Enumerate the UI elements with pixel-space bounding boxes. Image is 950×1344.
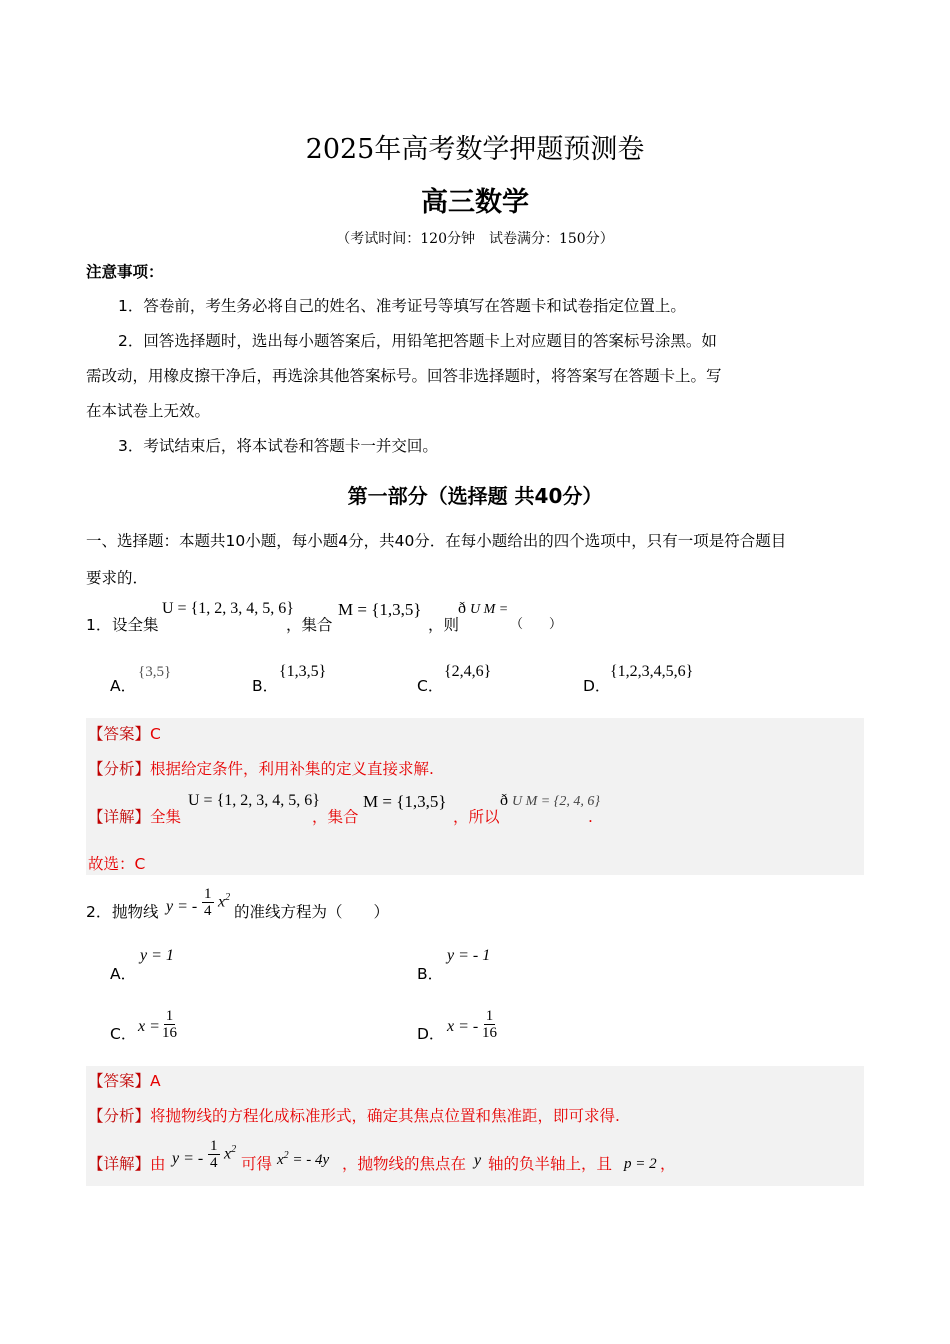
q2-detail-a: 由 xyxy=(150,1155,166,1173)
q1-option-a-label: A． xyxy=(110,677,137,695)
q1-text-b: ，集合 xyxy=(286,616,333,634)
notice-item-1: 1．答卷前，考生务必将自己的姓名、准考证号等填写在答题卡和试卷指定位置上。 xyxy=(118,297,686,315)
q1-option-c: {2,4,6} xyxy=(444,663,492,680)
q2-detail-eq2-rest: = - 4y xyxy=(288,1152,330,1168)
q2-option-a-label: A． xyxy=(110,965,137,983)
q2-detail-axis: y xyxy=(474,1152,482,1169)
q1-detail-line xyxy=(88,807,181,827)
q2-detail-eq2-sup: 2 xyxy=(283,1150,289,1161)
q2-option-b: y = - 1 xyxy=(447,947,491,964)
exam-title: 2025年高考数学押题预测卷 xyxy=(305,134,645,165)
q2-option-c-label: C． xyxy=(110,1025,137,1043)
q1-set-u: U = {1, 2, 3, 4, 5, 6} xyxy=(162,600,294,617)
q1-detail-set-m: M = {1,3,5} xyxy=(363,792,447,811)
q2-option-d-label: D． xyxy=(417,1025,445,1043)
q2-detail-p: p = 2 xyxy=(624,1156,657,1172)
q2-option-d-fraction xyxy=(480,1008,499,1041)
q2-detail-fraction xyxy=(208,1138,220,1171)
q1-detail-set-u: U = {1, 2, 3, 4, 5, 6} xyxy=(188,792,320,809)
q1-option-c-label: C． xyxy=(417,677,444,695)
q2-option-a: y = 1 xyxy=(140,947,174,964)
q2-detail-tag: 【详解】 xyxy=(88,1155,151,1173)
q2-option-b-label: B． xyxy=(417,965,444,983)
q1-detail-end: . xyxy=(588,808,593,826)
q1-detail-b: ，集合 xyxy=(312,808,359,826)
q2-option-d-num: 1 xyxy=(485,1008,494,1024)
q2-detail-sup: 2 xyxy=(231,1144,237,1155)
q1-answer-tag: 【答案】 xyxy=(88,725,151,743)
exam-info: （考试时间：120分钟 试卷满分：150分） xyxy=(336,231,614,247)
q2-text-a: 抛物线 xyxy=(112,903,159,921)
q2-option-c-den: 16 xyxy=(162,1025,177,1041)
q1-text-a: 设全集 xyxy=(112,616,159,634)
q1-complement-m: U M = xyxy=(470,602,509,617)
q2-detail-e: ， xyxy=(660,1155,676,1173)
q2-detail-c: ，抛物线的焦点在 xyxy=(342,1155,467,1173)
q2-frac-den: 4 xyxy=(204,903,212,919)
q2-frac-num: 1 xyxy=(204,886,212,902)
q2-option-d-den: 16 xyxy=(482,1025,497,1041)
q1-analysis-tag: 【分析】 xyxy=(88,760,151,778)
q2-analysis-line xyxy=(88,1106,620,1126)
q1-answer-line xyxy=(88,724,161,744)
q2-option-c-num: 1 xyxy=(165,1008,174,1024)
q1-option-b-label: B． xyxy=(252,677,279,695)
q1-option-d: {1,2,3,4,5,6} xyxy=(610,663,694,680)
q1-set-m: M = {1,3,5} xyxy=(338,600,422,619)
q2-option-c-fraction xyxy=(160,1008,179,1041)
q2-detail-eq2-x: x xyxy=(277,1152,284,1168)
q1-conclusion: 故选：C xyxy=(88,855,146,873)
section-intro-line-2: 要求的． xyxy=(86,569,149,587)
q2-answer-line xyxy=(88,1071,161,1091)
q2-analysis-tag: 【分析】 xyxy=(88,1107,151,1125)
q2-detail-x-text: x xyxy=(224,1145,232,1163)
q1-detail-tag: 【详解】 xyxy=(88,808,151,826)
q2-detail-num: 1 xyxy=(210,1138,218,1154)
q1-detail-complement-symbol: ð xyxy=(500,792,508,809)
q1-text-c: ，则 xyxy=(428,616,460,634)
q2-eq-left: y = - xyxy=(166,898,198,915)
q2-analysis: 将抛物线的方程化成标准形式，确定其焦点位置和焦准距，即可求得. xyxy=(150,1107,620,1125)
q1-analysis-line xyxy=(88,759,434,779)
q2-option-c-left: x = xyxy=(138,1018,160,1035)
q1-detail-a: 全集 xyxy=(150,808,182,826)
q2-answer: A xyxy=(150,1072,161,1090)
q2-detail-line xyxy=(88,1154,166,1174)
q2-eq-x xyxy=(218,892,230,911)
q1-number: 1． xyxy=(86,616,112,634)
q2-eq-x-text: x xyxy=(218,893,226,911)
q2-answer-tag: 【答案】 xyxy=(88,1072,151,1090)
q2-detail-den: 4 xyxy=(210,1155,218,1171)
q1-detail-c: ，所以 xyxy=(453,808,500,826)
q2-detail-x xyxy=(224,1144,236,1163)
q2-detail-d: 轴的负半轴上，且 xyxy=(488,1155,613,1173)
q2-detail-b: 可得 xyxy=(241,1155,273,1173)
q2-detail-eq: y = - xyxy=(172,1150,204,1167)
q1-paren: （ ） xyxy=(510,617,563,632)
exam-subtitle: 高三数学 xyxy=(421,187,529,218)
q1-detail-result: U M = {2, 4, 6} xyxy=(512,794,600,809)
q2-text-b: 的准线方程为（ ） xyxy=(234,903,390,921)
q1-answer: C xyxy=(150,725,161,743)
notice-item-2-line-1: 2．回答选择题时，选出每小题答案后，用铅笔把答题卡上对应题目的答案标号涂黑。如 xyxy=(118,332,717,350)
q2-detail-eq2 xyxy=(277,1150,329,1169)
q2-number: 2． xyxy=(86,903,112,921)
section-intro-line-1: 一、选择题：本题共10小题，每小题4分，共40分．在每小题给出的四个选项中，只有一项是符合题目 xyxy=(86,532,787,550)
section-heading: 第一部分（选择题 共40分） xyxy=(347,484,603,508)
notice-item-2-line-2: 需改动，用橡皮擦干净后，再选涂其他答案标号。回答非选择题时，将答案写在答题卡上。写 xyxy=(86,367,722,385)
q2-eq-fraction xyxy=(202,886,214,919)
notice-item-3: 3．考试结束后，将本试卷和答题卡一并交回。 xyxy=(118,437,438,455)
q1-option-d-label: D． xyxy=(583,677,611,695)
q1-option-a: {3,5} xyxy=(138,664,172,680)
q1-analysis: 根据给定条件，利用补集的定义直接求解. xyxy=(150,760,434,778)
q2-eq-sup: 2 xyxy=(225,892,231,903)
notice-heading: 注意事项： xyxy=(86,263,164,281)
notice-item-2-line-3: 在本试卷上无效。 xyxy=(86,402,211,420)
q2-option-d-left: x = - xyxy=(447,1018,479,1035)
q1-option-b: {1,3,5} xyxy=(279,663,327,680)
complement-symbol: ð xyxy=(458,600,466,617)
